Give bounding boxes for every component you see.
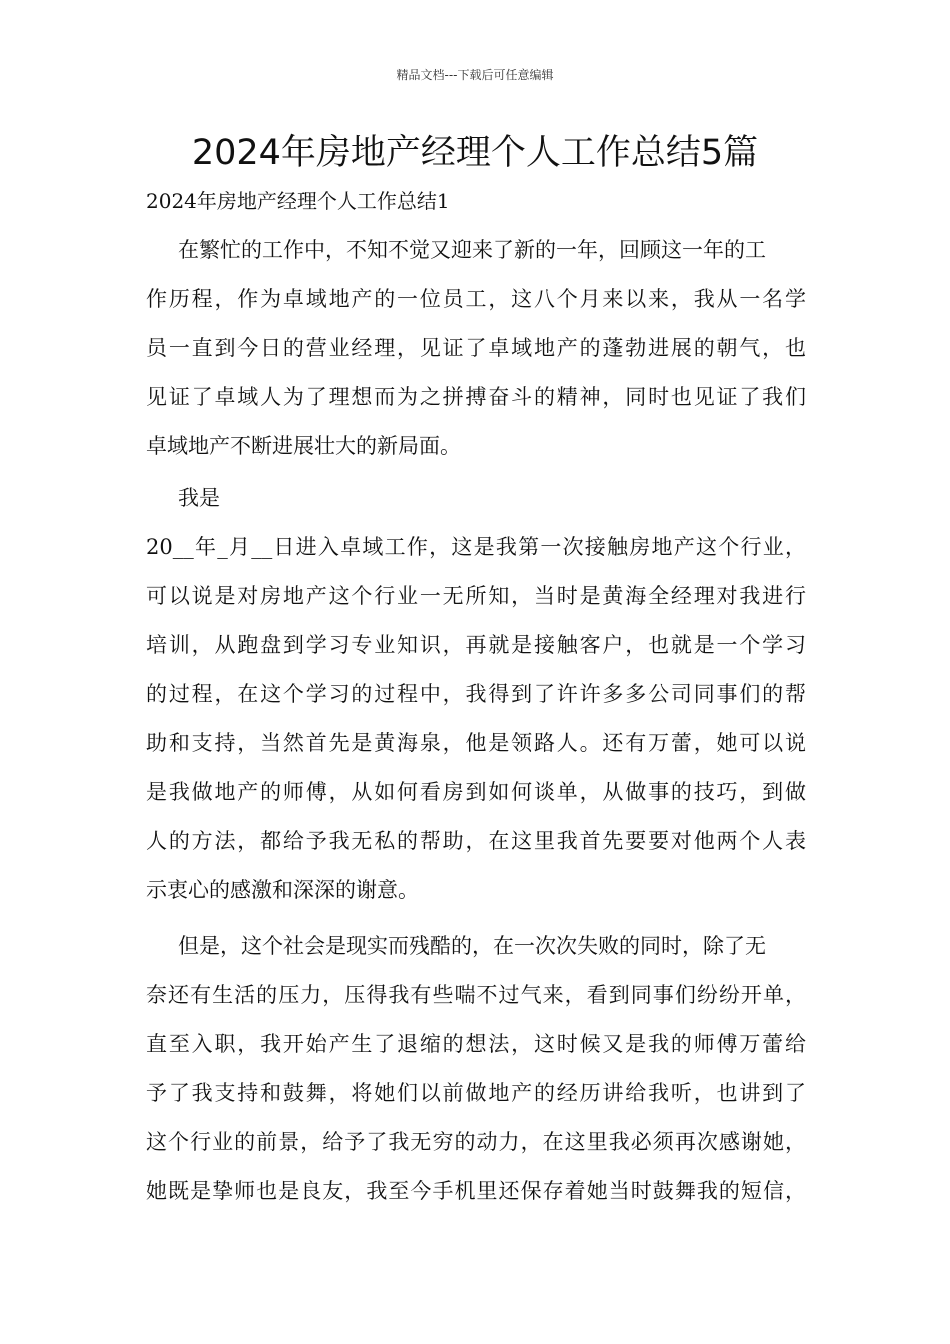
paragraph-line: 予了我支持和鼓舞，将她们以前做地产的经历讲给我听，也讲到了 bbox=[146, 1081, 806, 1105]
paragraph-line: 奈还有生活的压力，压得我有些喘不过气来，看到同事们纷纷开单， bbox=[146, 983, 806, 1007]
paragraph-1 bbox=[146, 226, 806, 471]
paragraph-line: 卓域地产不断进展壮大的新局面。 bbox=[146, 434, 461, 458]
paragraph-line: 这个行业的前景，给予了我无穷的动力，在这里我必须再次感谢她， bbox=[146, 1130, 806, 1154]
paragraph-line: 人的方法，都给予我无私的帮助，在这里我首先要要对他两个人表 bbox=[146, 829, 806, 853]
paragraph-line: 的过程，在这个学习的过程中，我得到了许许多多公司同事们的帮 bbox=[146, 682, 806, 706]
document-title: 2024年房地产经理个人工作总结5篇 bbox=[191, 133, 759, 173]
paragraph-line: 她既是挚师也是良友，我至今手机里还保存着她当时鼓舞我的短信， bbox=[146, 1179, 806, 1203]
paragraph-line: 培训，从跑盘到学习专业知识，再就是接触客户，也就是一个学习 bbox=[146, 633, 806, 657]
paragraph-line: 见证了卓域人为了理想而为之拼搏奋斗的精神，同时也见证了我们 bbox=[146, 385, 806, 409]
paragraph-line: 我是 bbox=[178, 486, 220, 510]
paragraph-line: 是我做地产的师傅，从如何看房到如何谈单，从做事的技巧，到做 bbox=[146, 780, 806, 804]
section-heading: 2024年房地产经理个人工作总结1 bbox=[146, 189, 450, 213]
page-header-note: 精品文档---下载后可任意编辑 bbox=[396, 68, 554, 82]
paragraph-line: 员一直到今日的营业经理，见证了卓域地产的蓬勃进展的朝气，也 bbox=[146, 336, 806, 360]
paragraph-line: 可以说是对房地产这个行业一无所知，当时是黄海全经理对我进行 bbox=[146, 584, 806, 608]
paragraph-2 bbox=[146, 474, 806, 915]
paragraph-line: 示衷心的感激和深深的谢意。 bbox=[146, 878, 419, 902]
paragraph-line: 20__年_月__日进入卓域工作，这是我第一次接触房地产这个行业， bbox=[146, 535, 806, 559]
paragraph-line: 助和支持，当然首先是黄海泉，他是领路人。还有万蕾，她可以说 bbox=[146, 731, 806, 755]
paragraph-line: 在繁忙的工作中，不知不觉又迎来了新的一年，回顾这一年的工 bbox=[178, 238, 766, 262]
paragraph-line: 作历程，作为卓域地产的一位员工，这八个月来以来，我从一名学 bbox=[146, 287, 806, 311]
paragraph-3 bbox=[146, 922, 806, 1216]
paragraph-line: 直至入职，我开始产生了退缩的想法，这时候又是我的师傅万蕾给 bbox=[146, 1032, 806, 1056]
paragraph-line: 但是，这个社会是现实而残酷的，在一次次失败的同时，除了无 bbox=[178, 934, 766, 958]
